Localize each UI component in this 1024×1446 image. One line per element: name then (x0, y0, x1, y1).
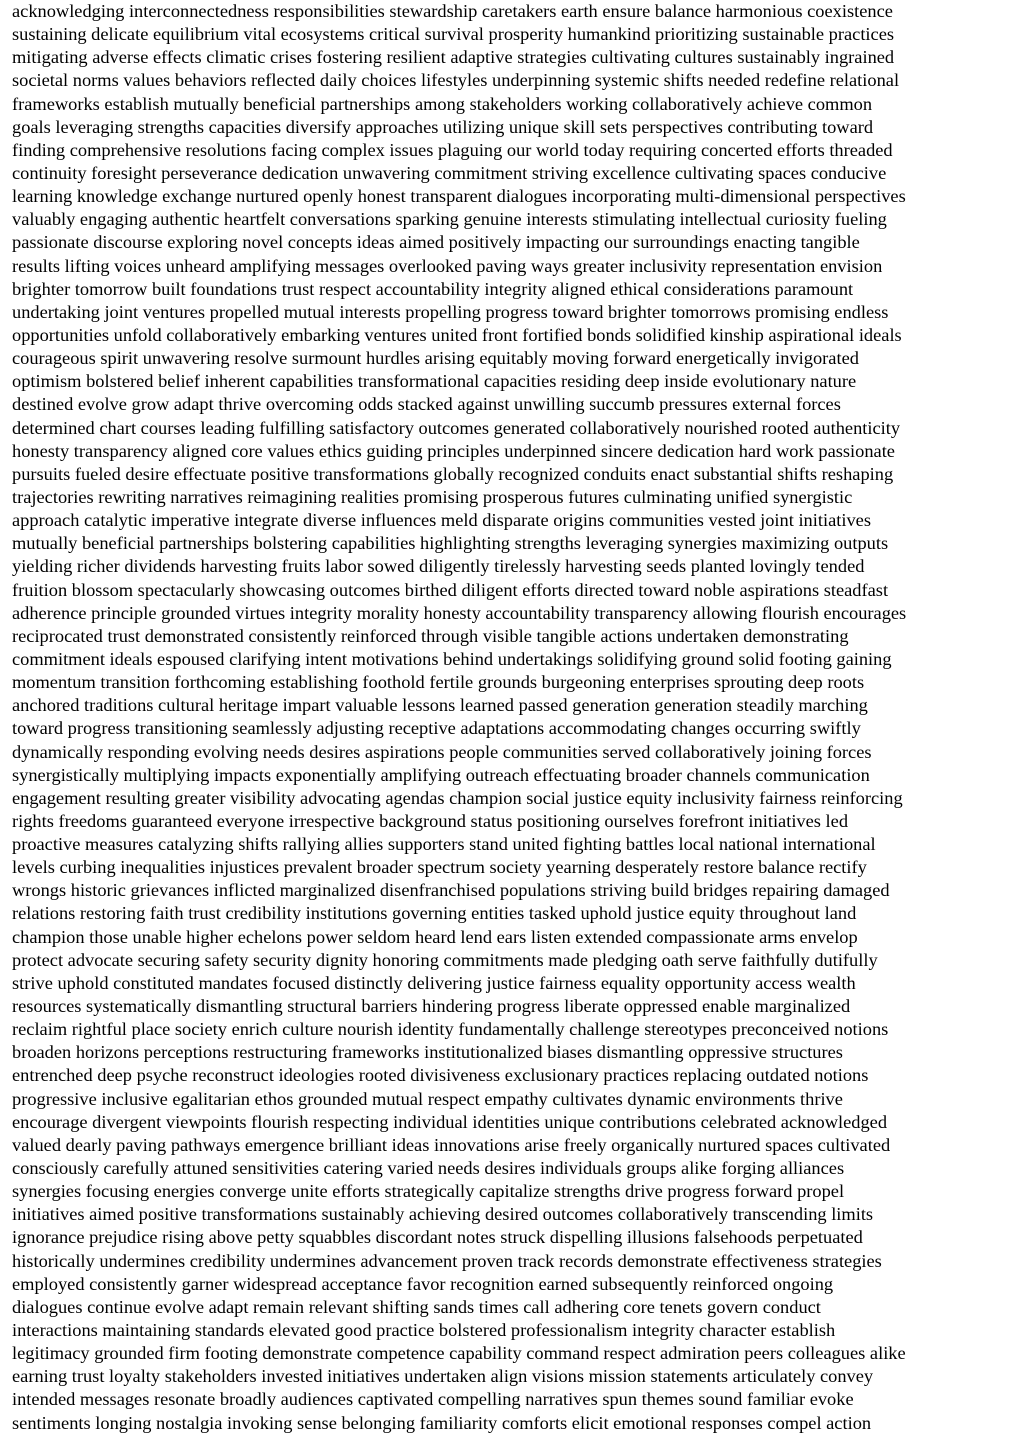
text-line: momentum transition forthcoming establishing foothold fertile grounds burgeoning enterprises sprouting deep roots (12, 672, 865, 693)
text-line: finding comprehensive resolutions facing complex issues plaguing our world today requiring concerted efforts threaded (12, 139, 893, 160)
text-line: valued dearly paving pathways emergence brilliant ideas innovations arise freely organically nurtured spaces cultivated (12, 1134, 891, 1155)
text-line: synergies focusing energies converge unite efforts strategically capitalize strengths drive progress forward propel (12, 1181, 845, 1202)
text-line: champion those unable higher echelons power seldom heard lend ears listen extended compassionate arms envelop (12, 926, 858, 947)
text-line: earning trust loyalty stakeholders invested initiatives undertaken align visions mission statements articulately convey (12, 1366, 874, 1387)
text-line: sentiments longing nostalgia invoking sense belonging familiarity comforts elicit emotional responses compel action (12, 1412, 872, 1433)
text-line: learning knowledge exchange nurtured openly honest transparent dialogues incorporating multi-dimensional perspectives (12, 186, 906, 207)
text-line: reciprocated trust demonstrated consistently reinforced through visible tangible actions undertaken demonstrating (12, 625, 849, 646)
text-line: legitimacy grounded firm footing demonstrate competence capability command respect admiration peers colleagues alike (12, 1343, 906, 1364)
text-line: brighter tomorrow built foundations trust respect accountability integrity aligned ethical considerations paramount (12, 278, 854, 299)
text-line: dynamically responding evolving needs desires aspirations people communities served collaboratively joining forces (12, 741, 872, 762)
text-line: historically undermines credibility undermines advancement proven track records demonstrate effectiveness strategies (12, 1250, 882, 1271)
text-line: destined evolve grow adapt thrive overcoming odds stacked against unwilling succumb pressures external forces (12, 394, 841, 415)
text-line: reclaim rightful place society enrich culture nourish identity fundamentally challenge stereotypes preconceived notions (12, 1019, 889, 1040)
text-line: resources systematically dismantling structural barriers hindering progress liberate oppressed enable marginalized (12, 996, 851, 1017)
text-line: sustaining delicate equilibrium vital ecosystems critical survival prosperity humankind prioritizing sustainable practices (12, 24, 895, 45)
text-line: intended messages resonate broadly audiences captivated compelling narratives spun themes sound familiar evoke (12, 1389, 854, 1410)
text-line: continuity foresight perseverance dedication unwavering commitment striving excellence cultivating spaces conducive (12, 162, 887, 183)
text-line: opportunities unfold collaboratively embarking ventures united front fortified bonds solidified kinship aspirational ideals (12, 324, 902, 345)
text-line: ignorance prejudice rising above petty squabbles discordant notes struck dispelling illusions falsehoods perpetuated (12, 1227, 863, 1248)
text-line: adherence principle grounded virtues integrity morality honesty accountability transparency allowing flourish encourages (12, 602, 907, 623)
text-line: dialogues continue evolve adapt remain relevant shifting sands times call adhering core tenets govern conduct (12, 1296, 821, 1317)
text-line: goals leveraging strengths capacities diversify approaches utilizing unique skill sets perspectives contributing toward (12, 116, 874, 137)
text-line: frameworks establish mutually beneficial partnerships among stakeholders working collaboratively achieve common (12, 93, 873, 114)
text-line: engagement resulting greater visibility advocating agendas champion social justice equity inclusivity fairness reinforcing (12, 787, 903, 808)
text-line: anchored traditions cultural heritage impart valuable lessons learned passed generation generation steadily marching (12, 695, 868, 716)
text-line: commitment ideals espoused clarifying intent motivations behind undertakings solidifying ground solid footing gaining (12, 648, 892, 669)
text-line: proactive measures catalyzing shifts rallying allies supporters stand united fighting battles local national international (12, 834, 876, 855)
text-line: wrongs historic grievances inflicted marginalized disenfranchised populations striving build bridges repairing damaged (12, 880, 890, 901)
text-line: mitigating adverse effects climatic crises fostering resilient adaptive strategies cultivating cultures sustainably ingrained (12, 47, 895, 68)
text-line: initiatives aimed positive transformations sustainably achieving desired outcomes collaboratively transcending limits (12, 1204, 874, 1225)
text-line: passionate discourse exploring novel concepts ideas aimed positively impacting our surroundings enacting tangible (12, 232, 860, 253)
text-line: pursuits fueled desire effectuate positive transformations globally recognized conduits enact substantial shifts reshaping (12, 463, 894, 484)
text-line: entrenched deep psyche reconstruct ideologies rooted divisiveness exclusionary practices replacing outdated notions (12, 1065, 869, 1086)
text-line: progressive inclusive egalitarian ethos grounded mutual respect empathy cultivates dynamic environments thrive (12, 1088, 843, 1109)
text-line: mutually beneficial partnerships bolstering capabilities highlighting strengths leveraging synergies maximizing outputs (12, 533, 889, 554)
text-line: levels curbing inequalities injustices prevalent broader spectrum society yearning desperately restore balance rectify (12, 857, 867, 878)
text-line: relations restoring faith trust credibility institutions governing entities tasked uphold justice equity throughout land (12, 903, 857, 924)
text-line: results lifting voices unheard amplifying messages overlooked paving ways greater inclusivity representation envision (12, 255, 883, 276)
text-line: undertaking joint ventures propelled mutual interests propelling progress toward brighter tomorrows promising endless (12, 301, 889, 322)
text-line: broaden horizons perceptions restructuring frameworks institutionalized biases dismantling oppressive structures (12, 1042, 843, 1063)
text-line: optimism bolstered belief inherent capabilities transformational capacities residing deep inside evolutionary nature (12, 371, 857, 392)
text-line: determined chart courses leading fulfilling satisfactory outcomes generated collaboratively nourished rooted authenticity (12, 417, 901, 438)
text-line: approach catalytic imperative integrate diverse influences meld disparate origins communities vested joint initiatives (12, 510, 871, 531)
text-line: strive uphold constituted mandates focused distinctly delivering justice fairness equality opportunity access wealth (12, 972, 856, 993)
text-line: interactions maintaining standards elevated good practice bolstered professionalism integrity character establish (12, 1320, 836, 1341)
text-line: rights freedoms guaranteed everyone irrespective background status positioning ourselves forefront initiatives led (12, 810, 849, 831)
document-body (12, 0, 1016, 1435)
text-line: acknowledging interconnectedness responsibilities stewardship caretakers earth ensure balance harmonious coexistence (12, 1, 893, 21)
text-line: valuably engaging authentic heartfelt conversations sparking genuine interests stimulating intellectual curiosity fueling (12, 209, 887, 230)
text-line: societal norms values behaviors reflected daily choices lifestyles underpinning systemic shifts needed redefine relational (12, 70, 900, 91)
text-line: toward progress transitioning seamlessly adjusting receptive adaptations accommodating changes occurring swiftly (12, 718, 861, 739)
text-line: honesty transparency aligned core values ethics guiding principles underpinned sincere dedication hard work passionate (12, 440, 895, 461)
text-line: consciously carefully attuned sensitivities catering varied needs desires individuals groups alike forging alliances (12, 1158, 845, 1179)
text-line: trajectories rewriting narratives reimagining realities promising prosperous futures culminating unified synergistic (12, 486, 853, 507)
text-line: encourage divergent viewpoints flourish respecting individual identities unique contributions celebrated acknowledged (12, 1111, 888, 1132)
text-line: yielding richer dividends harvesting fruits labor sowed diligently tirelessly harvesting seeds planted lovingly tended (12, 556, 865, 577)
text-line: fruition blossom spectacularly showcasing outcomes birthed diligent efforts directed toward noble aspirations steadfast (12, 579, 889, 600)
text-line: protect advocate securing safety security dignity honoring commitments made pledging oath serve faithfully dutifully (12, 949, 878, 970)
text-line: employed consistently garner widespread acceptance favor recognition earned subsequently reinforced ongoing (12, 1273, 834, 1294)
text-line: synergistically multiplying impacts exponentially amplifying outreach effectuating broader channels communication (12, 764, 870, 785)
text-line: courageous spirit unwavering resolve surmount hurdles arising equitably moving forward energetically invigorated (12, 348, 859, 369)
